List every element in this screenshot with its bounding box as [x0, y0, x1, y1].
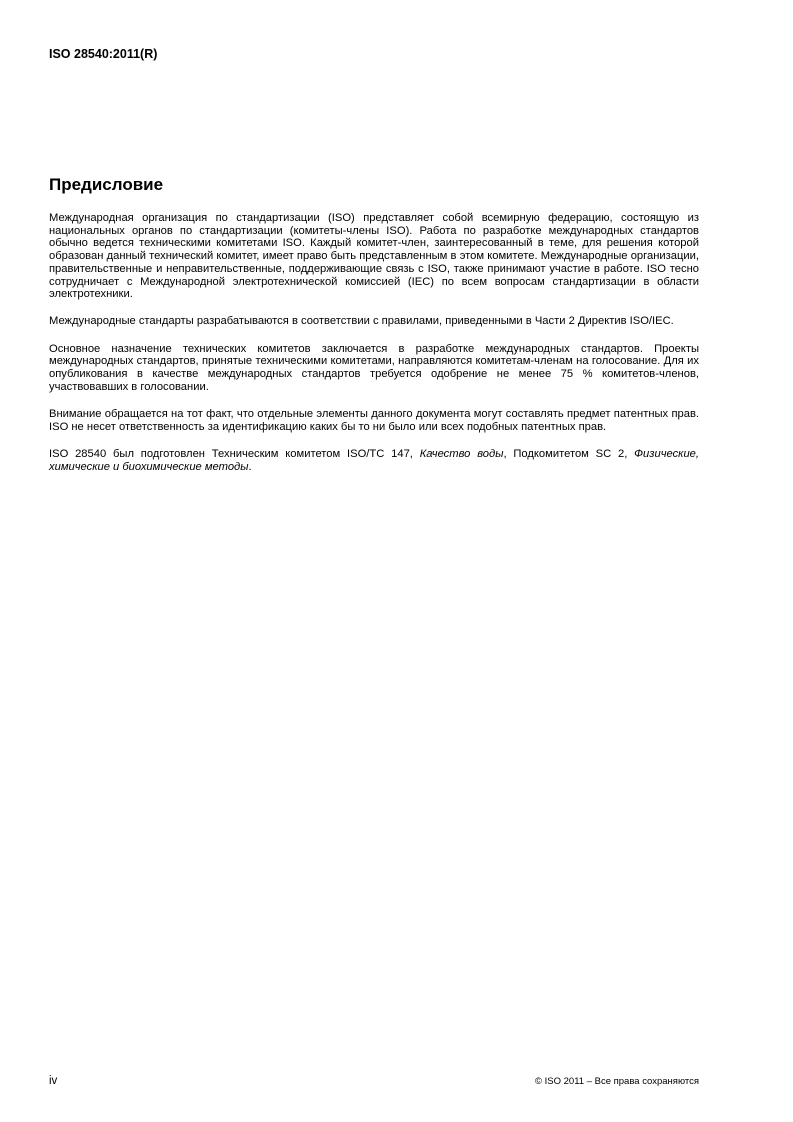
page-number: iv: [49, 1075, 58, 1087]
copyright-notice: © ISO 2011 – Все права сохраняются: [534, 1076, 699, 1087]
paragraph-directives: Международные стандарты разрабатываются в соответствии с правилами, приведенными в Части 2 Директив ISO/IEC.: [49, 315, 674, 328]
document-id-header: ISO 28540:2011(R): [49, 47, 158, 61]
paragraph-patent-rights: Внимание обращается на тот факт, что отдельные элементы данного документа могут составлять предмет патентных прав. ISO не несет ответственность за идентификацию каких бы то ни было или всех подобных патентных прав.: [49, 407, 699, 433]
prepared-by-text-1: ISO 28540 был подготовлен Техническим комитетом ISO/TC 147,: [49, 447, 420, 460]
paragraph-prepared-by: [49, 448, 699, 473]
foreword-body: [49, 212, 699, 473]
prepared-by-text-2: , Подкомитетом SC 2,: [503, 447, 635, 460]
prepared-by-text-3: .: [248, 460, 252, 473]
section-title: Предисловие: [49, 175, 164, 194]
committee-name: Качество воды: [419, 447, 504, 460]
paragraph-committees-task: Основное назначение технических комитетов заключается в разработке международных стандартов. Проекты международных стандартов, принятые техническими комитетами, направляются комитетам-членам на голосование. Для их опубликования в качестве международных стандартов требуется одобрение не менее 75 % комитетов-членов, участвовавших в голосовании.: [49, 342, 699, 393]
paragraph-iso-intro: Международная организация по стандартизации (ISO) представляет собой всемирную федерацию, состоящую из национальных органов по стандартизации (комитеты-члены ISO). Работа по разработке международных стандартов обычно ведется техническими комитетами ISO. Каждый комитет-член, заинтересованный в теме, для решения которой образован данный технический комитет, имеет право быть представленным в этом комитете. Международные организации, правительственные и неправительственные, поддерживающие связь с ISO, также принимают участие в работе. ISO тесно сотрудничает с Международной электротехнической комиссией (IEC) по всем вопросам стандартизации в области электротехники.: [49, 212, 699, 301]
subcommittee-name: Физические, химические и биохимические методы: [49, 447, 700, 473]
